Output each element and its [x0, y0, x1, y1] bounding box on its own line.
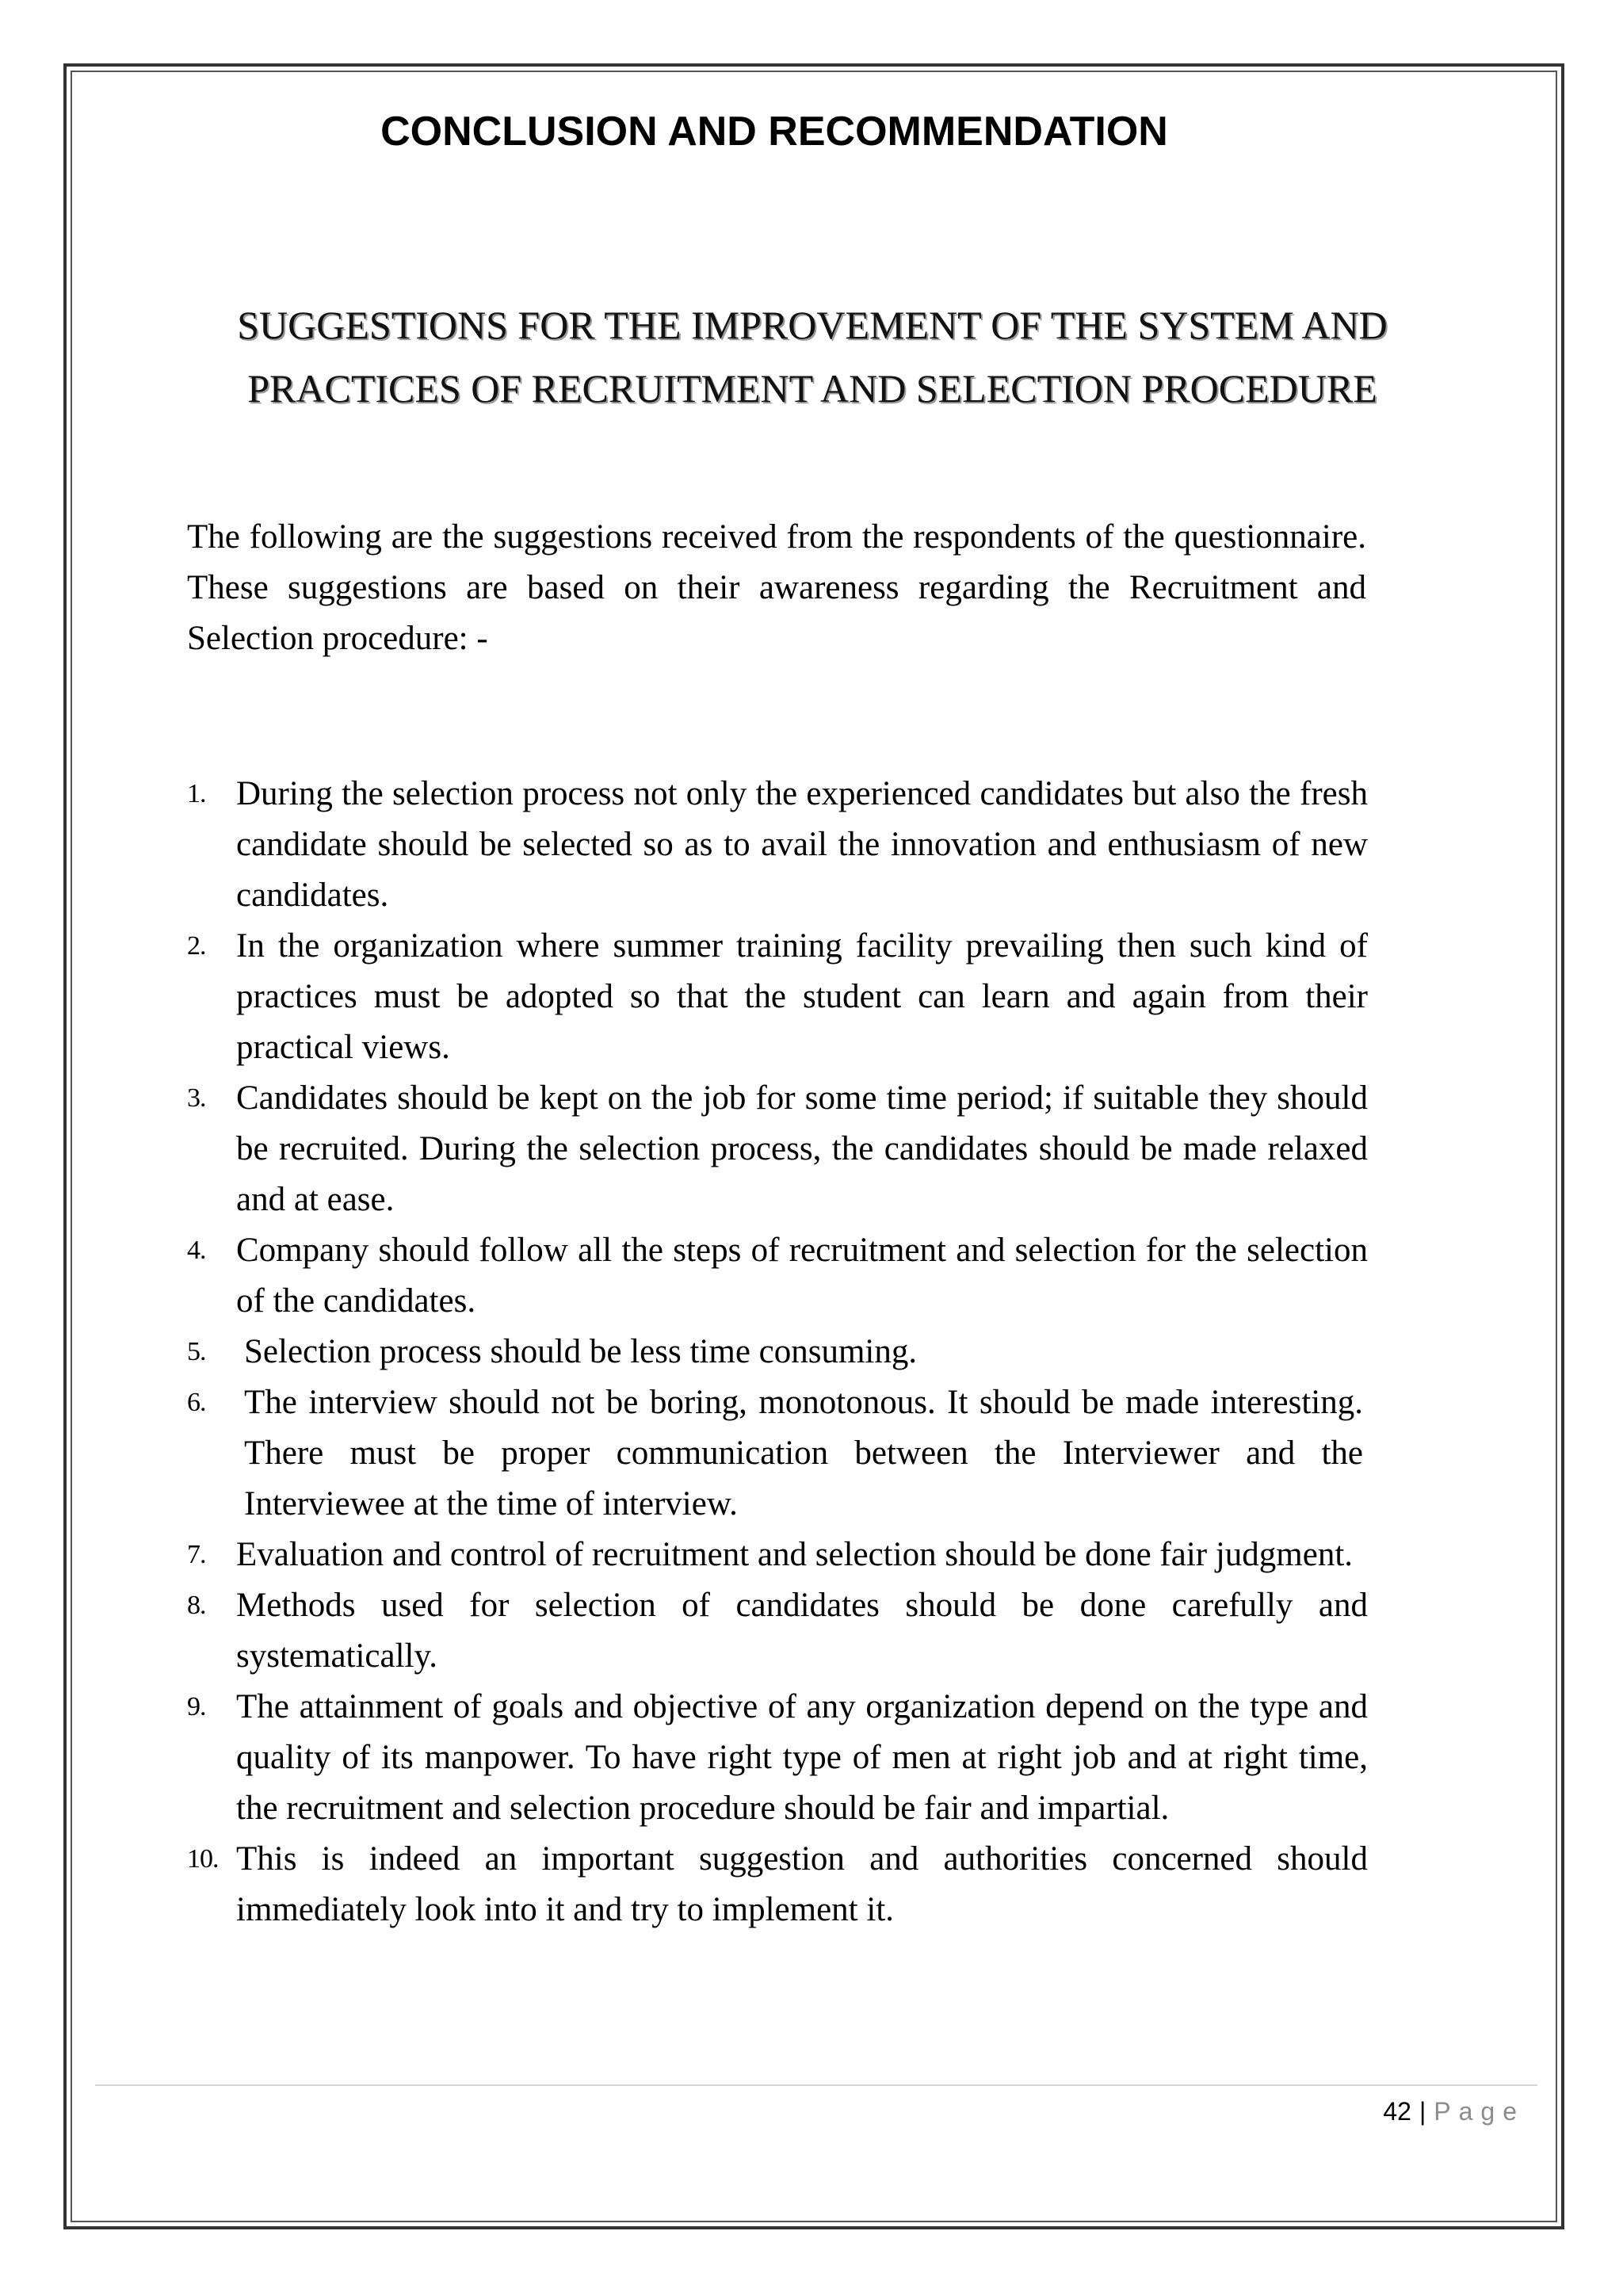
list-item [187, 1580, 1368, 1682]
suggestions-list [187, 769, 1368, 1935]
list-item-text: The interview should not be boring, monotonous. It should be made interesting. There must be proper communication between the Interviewer and the Interviewee at the time of interview. [244, 1384, 1363, 1522]
list-item [187, 1327, 1368, 1377]
list-item [187, 1682, 1368, 1834]
list-item-text: The attainment of goals and objective of any organization depend on the type and quality of its manpower. To have right type of men at right job and at right time, the recruitment and selection procedure should be fair and impartial. [236, 1688, 1368, 1827]
page-number: 42 [1383, 2097, 1411, 2126]
section-heading-line-1: SUGGESTIONS FOR THE IMPROVEMENT OF THE SYSTEM AND [237, 303, 1388, 347]
section-heading [158, 293, 1466, 420]
page-title [0, 98, 1623, 165]
list-item-number: 10. [187, 1844, 219, 1874]
page-label: Page [1434, 2097, 1525, 2126]
list-item-text: Company should follow all the steps of recruitment and selection for the selection of the candidates. [236, 1232, 1368, 1320]
list-item-number: 5. [187, 1337, 206, 1366]
page-title-text: CONCLUSION AND RECOMMENDATION [380, 109, 1168, 155]
list-item-text: Candidates should be kept on the job for some time period; if suitable they should be recruited. During the selection process, the candidates should be made relaxed and at ease. [236, 1079, 1368, 1218]
list-item-number: 3. [187, 1083, 206, 1113]
list-item-number: 2. [187, 931, 206, 961]
page-footer [1383, 2088, 1525, 2135]
list-item [187, 921, 1368, 1073]
list-item-number: 9. [187, 1692, 206, 1721]
list-item [187, 1377, 1368, 1530]
list-item [187, 1834, 1368, 1935]
list-item [187, 1530, 1368, 1580]
section-heading-line-2: PRACTICES OF RECRUITMENT AND SELECTION PROCEDURE [247, 366, 1377, 411]
list-item-text: Evaluation and control of recruitment and selection should be done fair judgment. [236, 1536, 1354, 1573]
list-item-text: During the selection process not only the experienced candidates but also the fresh candidate should be selected so as to avail the innovation and enthusiasm of new candidates. [236, 775, 1368, 914]
footer-separator: | [1419, 2097, 1426, 2126]
list-item [187, 1073, 1368, 1225]
list-item-number: 1. [187, 779, 206, 808]
list-item-text: Methods used for selection of candidates should be done carefully and systematically. [236, 1587, 1368, 1675]
list-item-number: 8. [187, 1591, 206, 1620]
list-item [187, 769, 1368, 921]
intro-paragraph: The following are the suggestions received from the respondents of the questionnaire. These suggestions are based on their awareness regarding the Recruitment and Selection procedure: - [187, 518, 1366, 657]
footer-divider [95, 2084, 1537, 2086]
list-item-text: Selection process should be less time consuming. [244, 1333, 918, 1370]
list-item [187, 1225, 1368, 1327]
list-item-number: 6. [187, 1388, 206, 1417]
list-item-number: 4. [187, 1236, 206, 1265]
list-item-text: In the organization where summer training facility prevailing then such kind of practices must be adopted so that the student can learn and again from their practical views. [236, 927, 1368, 1066]
list-item-number: 7. [187, 1540, 206, 1569]
list-item-text: This is indeed an important suggestion and authorities concerned should immediately look into it and try to implement it. [236, 1840, 1368, 1928]
